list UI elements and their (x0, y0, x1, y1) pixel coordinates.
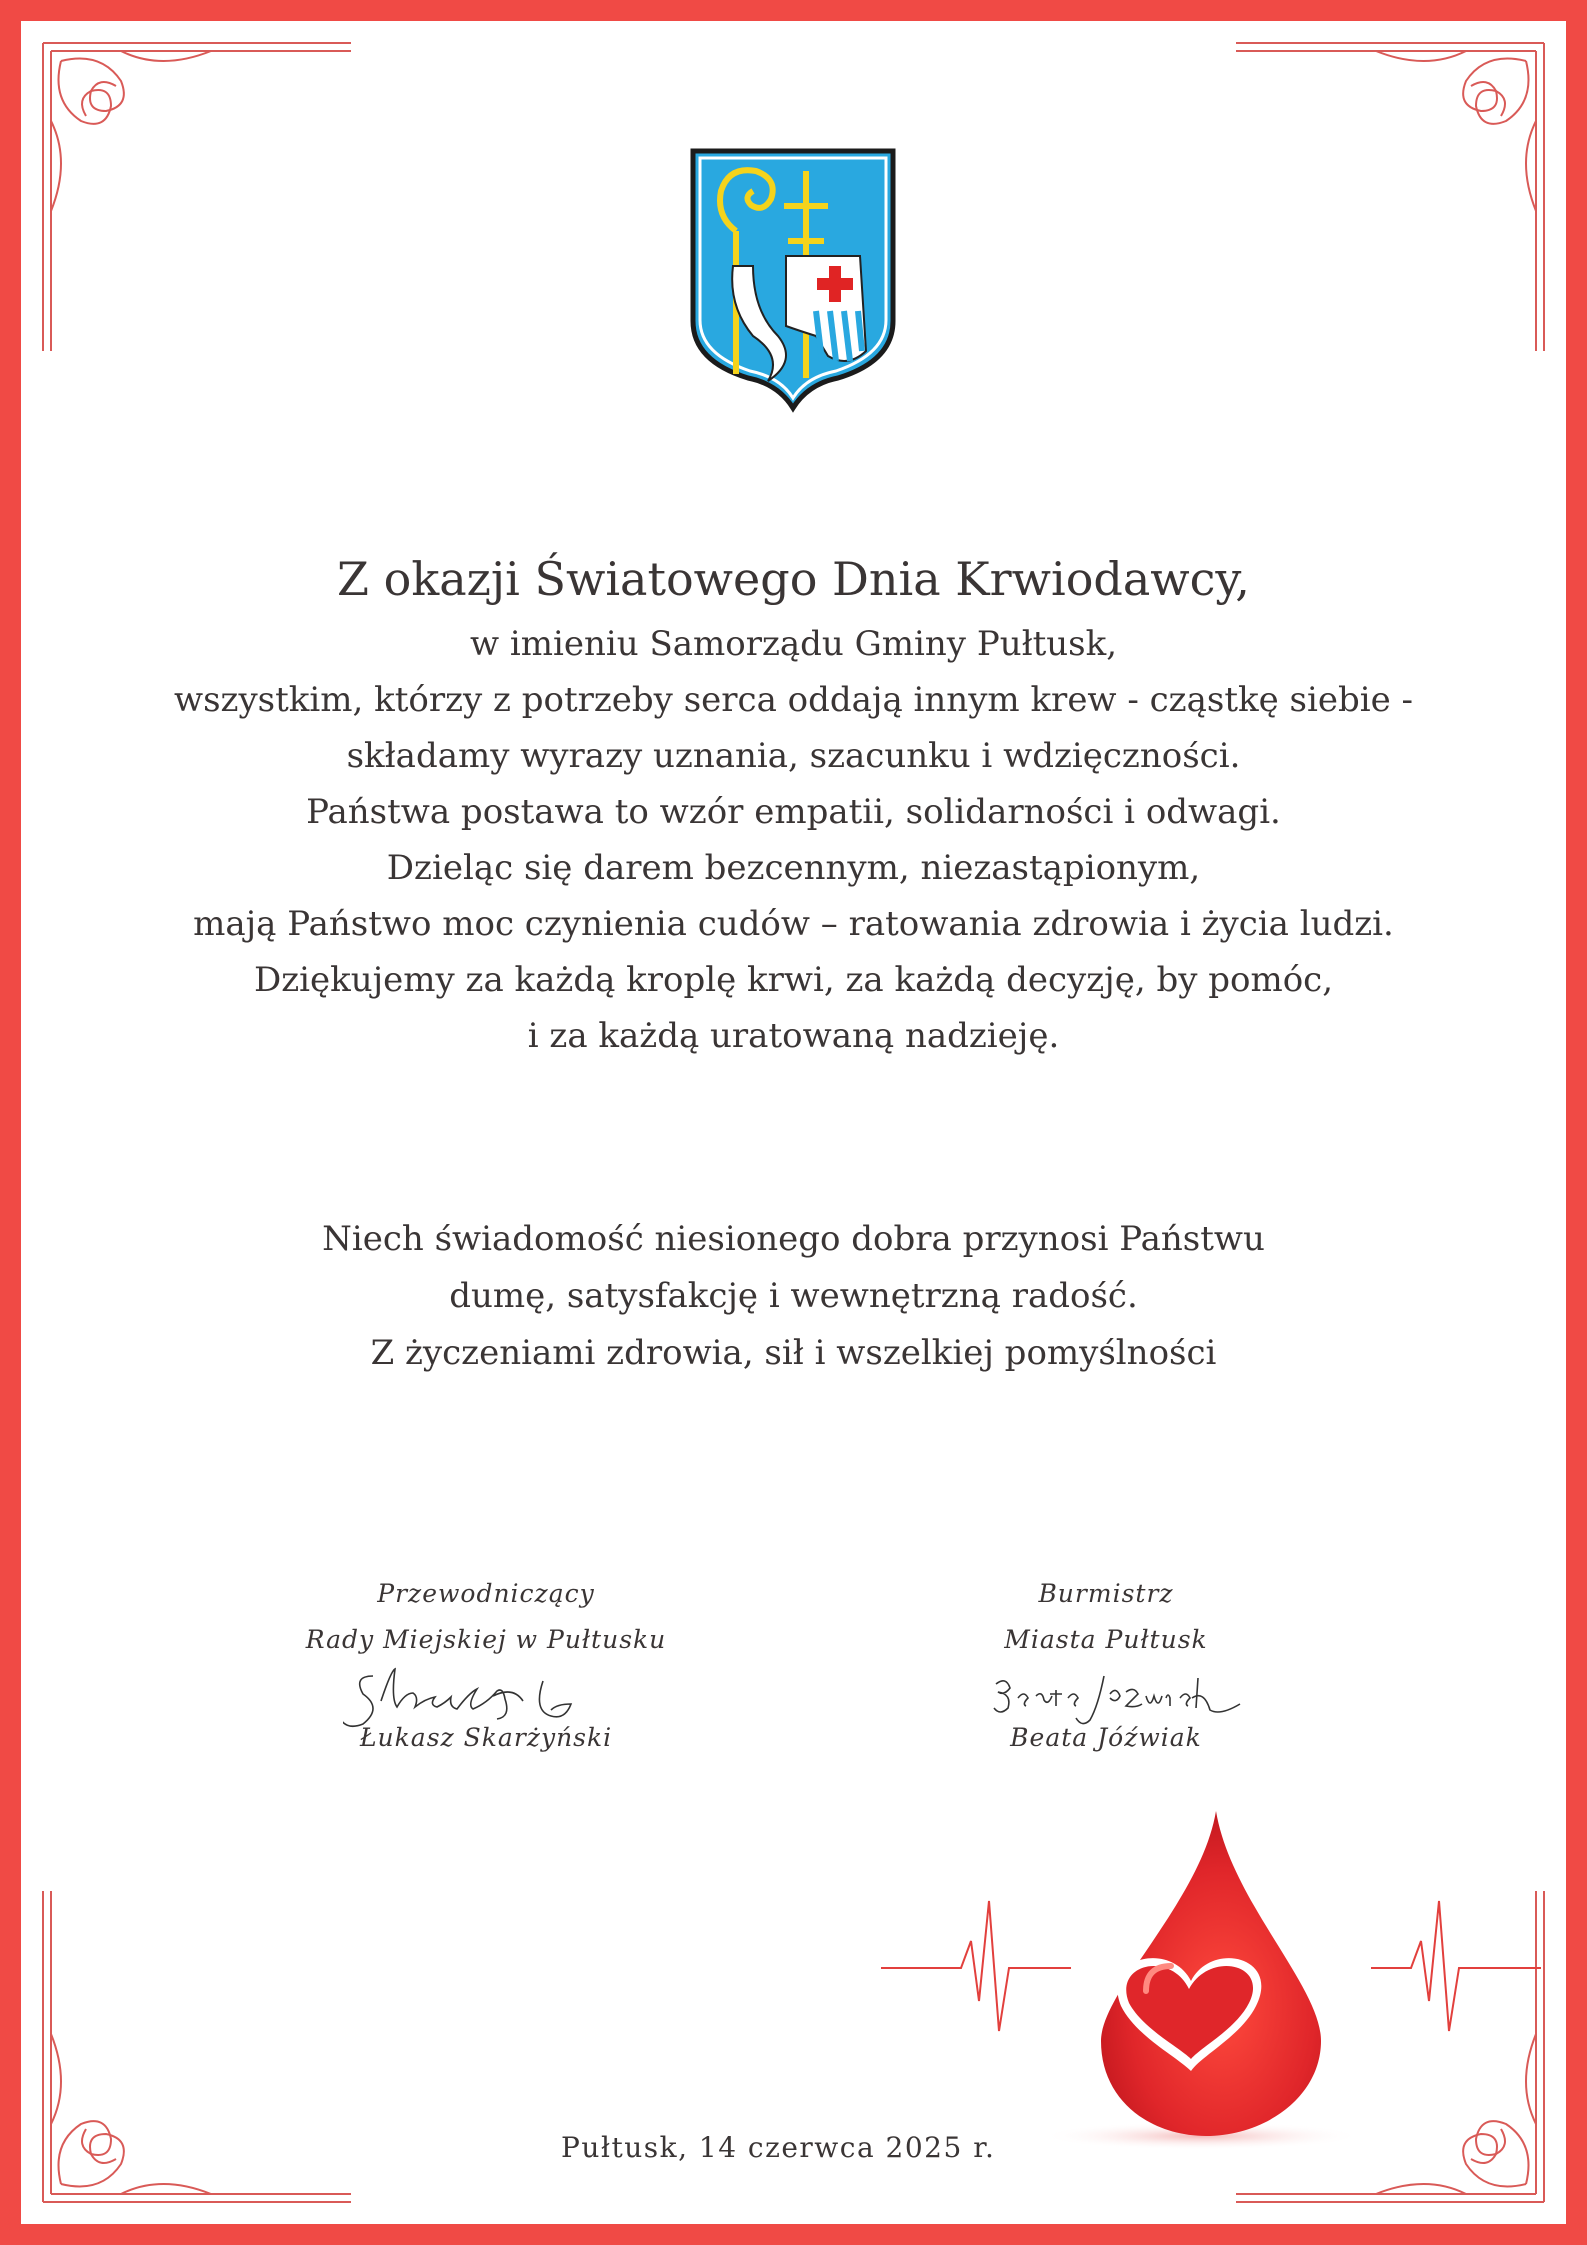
page-title: Z okazji Światowego Dnia Krwiodawcy, (337, 552, 1250, 606)
blood-drop-heart-illustration (871, 1791, 1551, 2171)
body-line: w imieniu Samorządu Gminy Pułtusk, (469, 624, 1118, 664)
signatory-title: Rady Miejskiej w Pułtusku (305, 1625, 667, 1654)
signatory-title: Miasta Pułtusk (1004, 1625, 1208, 1654)
closing-wishes (61, 1211, 1526, 1382)
greeting-body (61, 616, 1526, 1064)
handwritten-signature-jozwiak (986, 1656, 1246, 1736)
signatory-name: Beata Jóźwiak (1010, 1723, 1202, 1752)
signatory-name: Łukasz Skarżyński (359, 1723, 613, 1752)
signatory-title: Przewodniczący (377, 1579, 595, 1608)
body-line: Państwa postawa to wzór empatii, solidarności i odwagi. (306, 792, 1281, 832)
handwritten-signature-skarzynski (343, 1656, 603, 1736)
body-line: i za każdą uratowaną nadzieję. (527, 1016, 1060, 1056)
issue-date: Pułtusk, 14 czerwca 2025 r. (561, 2131, 996, 2164)
body-line: mają Państwo moc czynienia cudów – ratowania zdrowia i życia ludzi. (193, 904, 1394, 944)
closing-line: dumę, satysfakcję i wewnętrzną radość. (449, 1276, 1138, 1316)
coat-of-arms-emblem (688, 146, 898, 416)
body-line: Dziękujemy za każdą kroplę krwi, za każdą decyzję, by pomóc, (253, 960, 1334, 1000)
body-line: wszystkim, którzy z potrzeby serca oddają innym krew - cząstkę siebie - (173, 680, 1414, 720)
closing-line: Niech świadomość niesionego dobra przynosi Państwu (322, 1219, 1265, 1259)
signatory-title: Burmistrz (1038, 1579, 1174, 1608)
body-line: składamy wyrazy uznania, szacunku i wdzięczności. (346, 736, 1241, 776)
closing-line: Z życzeniami zdrowia, sił i wszelkiej pomyślności (370, 1333, 1217, 1373)
body-line: Dzieląc się darem bezcennym, niezastąpionym, (386, 848, 1201, 888)
